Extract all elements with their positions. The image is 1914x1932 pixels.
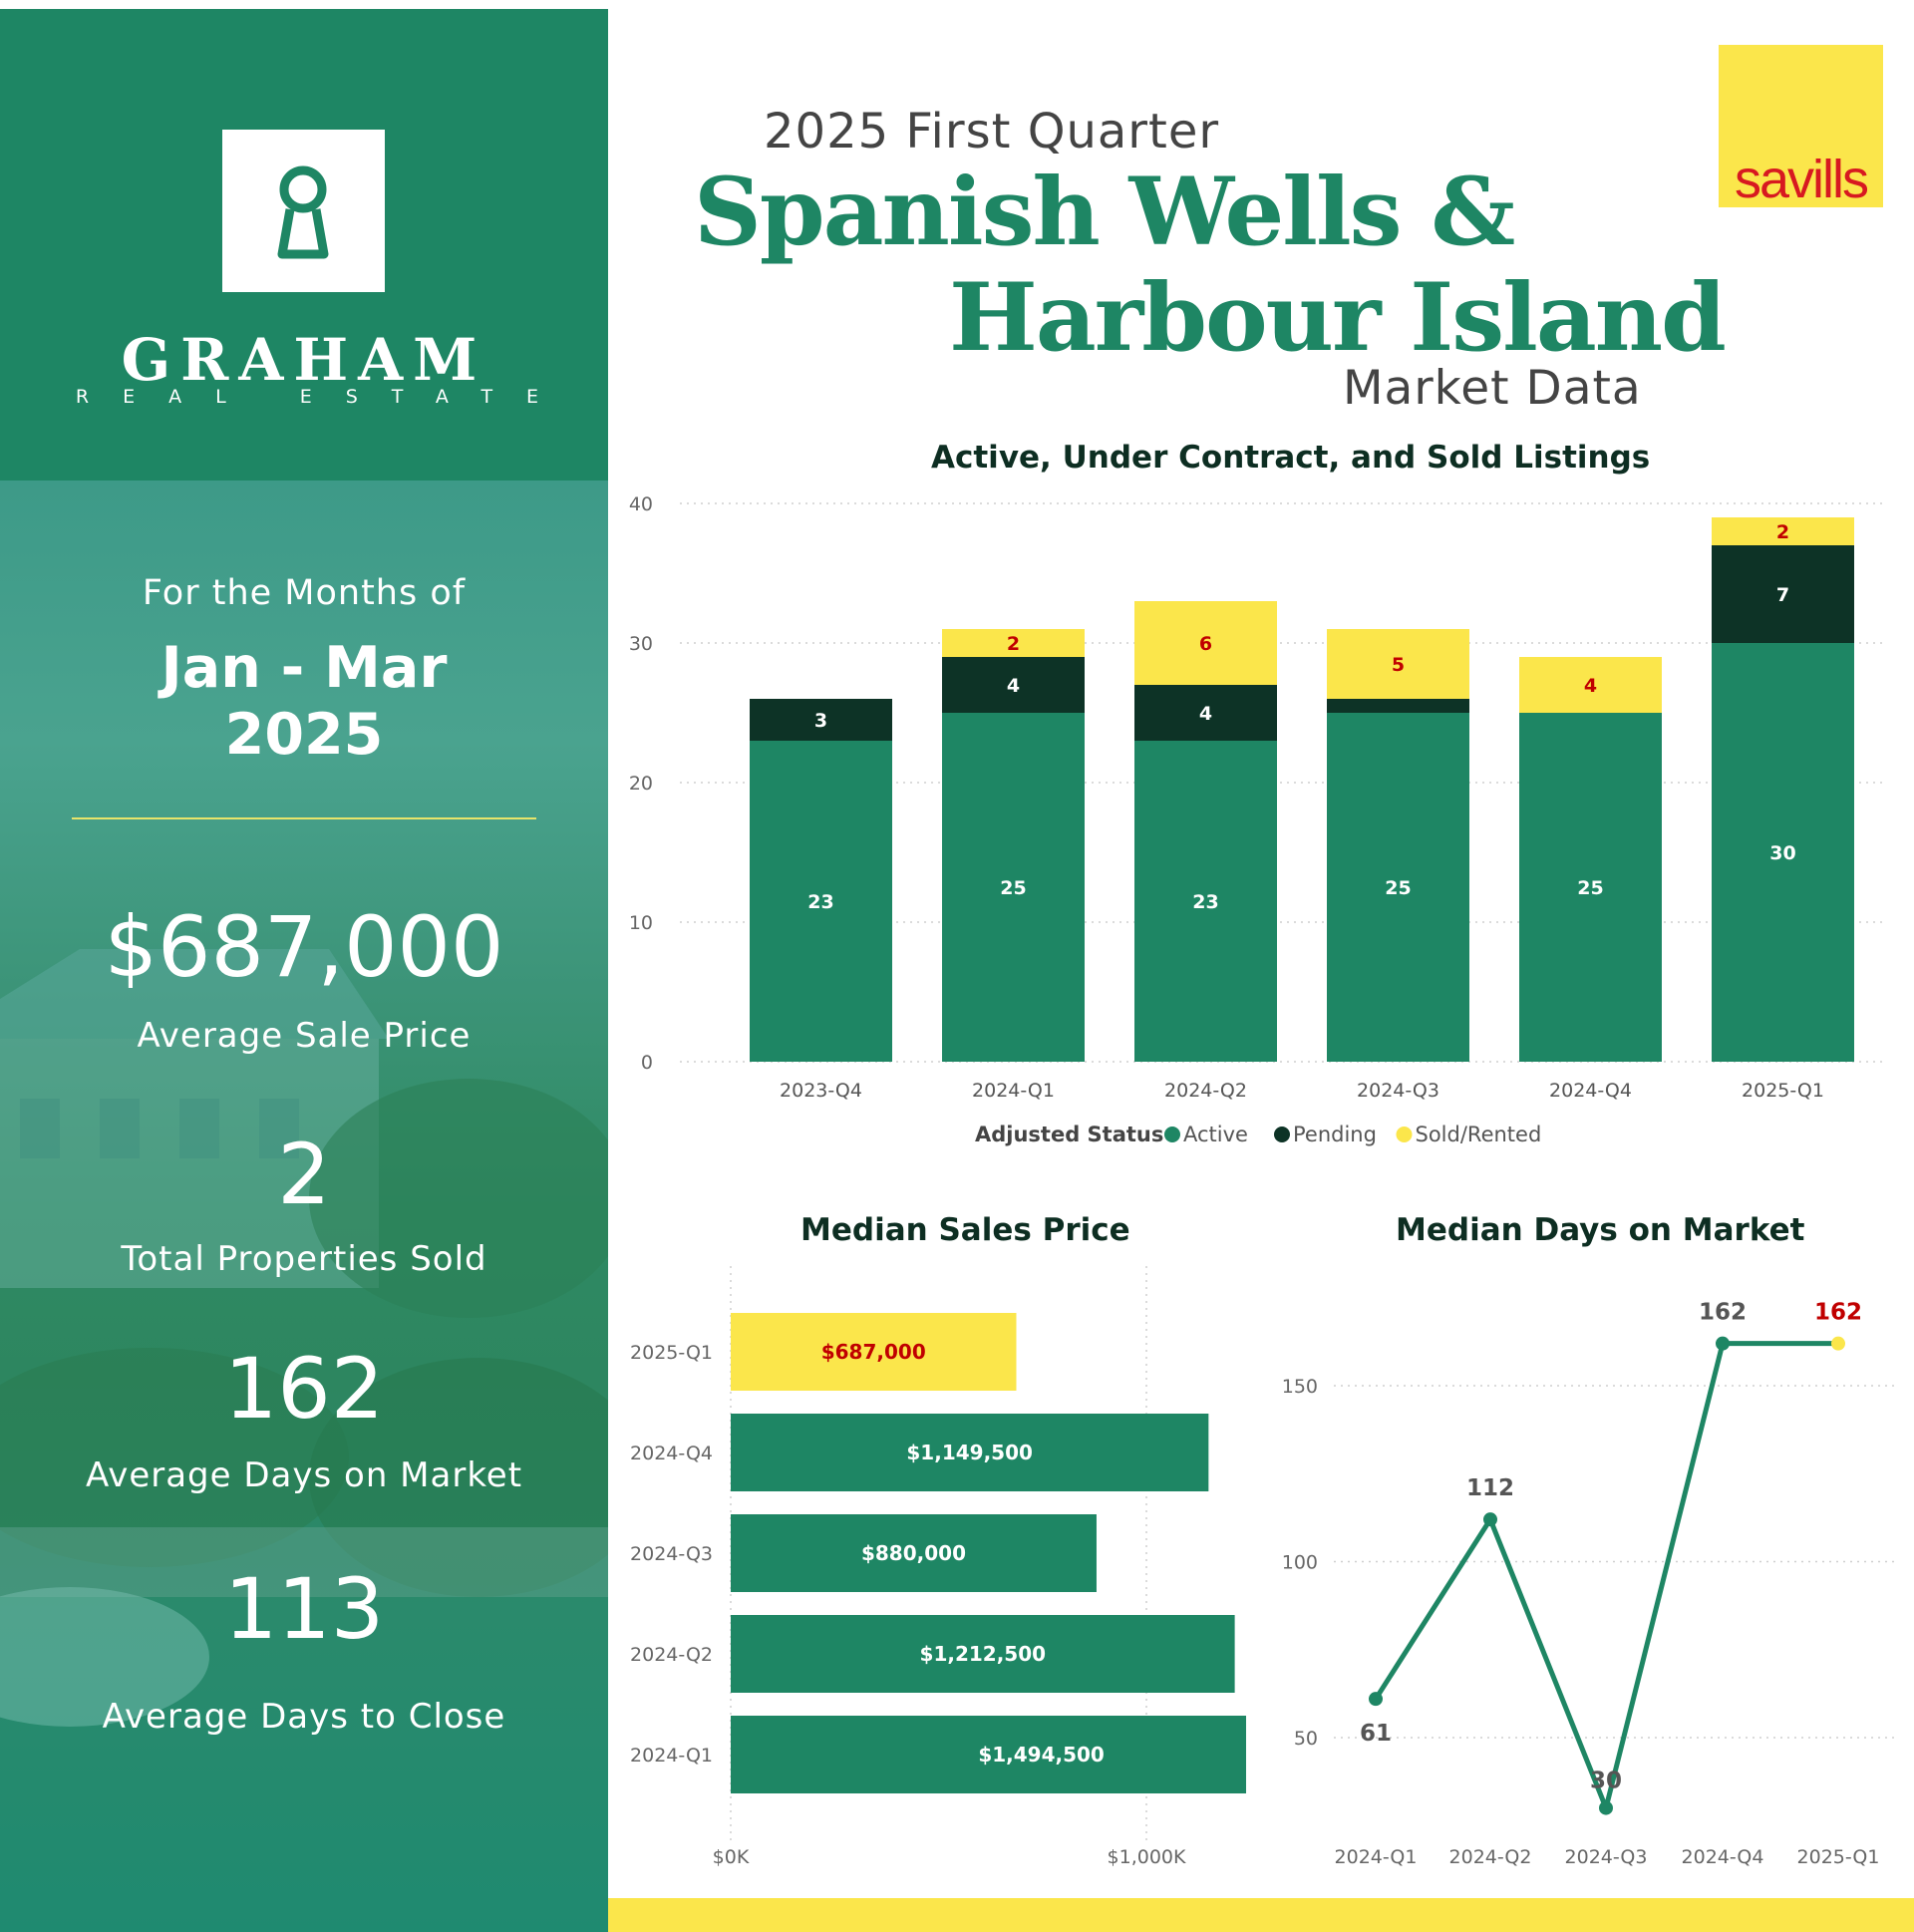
x-tick-label: 2024-Q1	[1334, 1846, 1418, 1868]
stat-label-total-sold: Total Properties Sold	[121, 1239, 487, 1279]
stat-value-avg-dom: 162	[223, 1340, 385, 1438]
data-label: 61	[1359, 1721, 1393, 1748]
data-label: 30	[1769, 842, 1796, 864]
header-pre: 2025 First Quarter	[764, 104, 1220, 160]
stat-label-avg-sale-price: Average Sale Price	[137, 1016, 472, 1056]
y-tick-label: 50	[1293, 1728, 1318, 1750]
data-label: $1,149,500	[906, 1441, 1033, 1464]
data-label: 25	[1000, 877, 1027, 899]
data-label: $1,212,500	[919, 1642, 1047, 1666]
legend-swatch	[1274, 1127, 1290, 1142]
stat-value-avg-close: 113	[223, 1560, 385, 1658]
data-label: 4	[1583, 675, 1598, 697]
left-panel	[0, 9, 608, 1932]
data-label: 5	[1391, 654, 1406, 676]
y-tick-label: 150	[1281, 1376, 1318, 1398]
stat-value-avg-sale-price: $687,000	[104, 898, 504, 996]
savills-logo	[1719, 45, 1883, 207]
divider	[72, 817, 536, 819]
data-point	[1831, 1337, 1845, 1351]
x-tick-label: 2024-Q2	[1164, 1080, 1247, 1102]
y-tick-label: 2024-Q3	[630, 1543, 713, 1565]
data-point	[1599, 1801, 1613, 1815]
y-tick-label: 2024-Q2	[630, 1644, 713, 1666]
data-label: 25	[1577, 877, 1604, 899]
stat-label-avg-dom: Average Days on Market	[85, 1455, 523, 1495]
y-tick-label: 30	[628, 633, 653, 655]
data-label: 2	[1006, 633, 1021, 655]
data-label: 25	[1385, 877, 1412, 899]
data-label: 23	[807, 891, 834, 913]
x-tick-label: 2024-Q2	[1448, 1846, 1532, 1868]
data-label: 4	[1198, 703, 1213, 725]
period-year: 2025	[224, 702, 384, 768]
legend-swatch	[1164, 1127, 1180, 1142]
bottom-accent-bar	[608, 1898, 1914, 1932]
x-tick-label: $0K	[712, 1846, 750, 1868]
legend-item: Active	[1183, 1123, 1248, 1146]
data-label: 3	[813, 710, 828, 732]
keyhole-logo-icon	[222, 130, 385, 292]
x-tick-label: 2024-Q3	[1564, 1846, 1648, 1868]
x-tick-label: 2024-Q4	[1549, 1080, 1632, 1102]
data-label: 162	[1698, 1299, 1748, 1326]
brand-subtitle: REAL ESTATE	[75, 386, 573, 408]
header-title-line2: Harbour Island	[949, 263, 1725, 373]
x-tick-label: 2025-Q1	[1796, 1846, 1880, 1868]
listings-stacked-bar-chart	[608, 479, 1914, 1156]
data-label: 30	[1589, 1768, 1623, 1794]
data-label: 2	[1775, 521, 1790, 543]
legend-title: Adjusted Status	[975, 1123, 1164, 1146]
period-label: For the Months of	[142, 573, 467, 613]
y-tick-label: 100	[1281, 1551, 1318, 1574]
y-tick-label: 2024-Q1	[630, 1745, 713, 1767]
data-label: 6	[1198, 633, 1213, 655]
y-tick-label: 10	[628, 912, 653, 934]
chart2-title: Median Sales Price	[800, 1212, 1130, 1248]
median-dom-line-chart	[1246, 1256, 1914, 1894]
x-tick-label: 2024-Q1	[972, 1080, 1055, 1102]
data-label: $687,000	[820, 1340, 926, 1364]
y-tick-label: 40	[628, 493, 653, 515]
stat-value-total-sold: 2	[277, 1126, 331, 1223]
data-label: 23	[1192, 891, 1219, 913]
legend-item: Pending	[1293, 1123, 1377, 1146]
data-label: $1,494,500	[978, 1743, 1105, 1767]
x-tick-label: 2024-Q4	[1681, 1846, 1764, 1868]
y-tick-label: 20	[628, 773, 653, 795]
data-point	[1369, 1692, 1383, 1706]
x-tick-label: 2025-Q1	[1742, 1080, 1824, 1102]
y-tick-label: 0	[640, 1052, 653, 1074]
x-tick-label: 2024-Q3	[1357, 1080, 1439, 1102]
y-tick-label: 2025-Q1	[630, 1342, 713, 1364]
data-point	[1483, 1512, 1497, 1526]
data-label: 4	[1006, 675, 1021, 697]
chart3-title: Median Days on Market	[1396, 1212, 1805, 1248]
brand-name: GRAHAM	[121, 326, 487, 394]
legend-item: Sold/Rented	[1415, 1123, 1542, 1146]
legend-swatch	[1397, 1127, 1413, 1142]
graham-logo	[222, 130, 385, 292]
x-tick-label: $1,000K	[1107, 1846, 1186, 1868]
chart1-title: Active, Under Contract, and Sold Listings	[931, 440, 1651, 476]
header-title-line1: Spanish Wells &	[694, 158, 1514, 267]
header-sub: Market Data	[1343, 361, 1642, 416]
median-price-bar-chart	[608, 1256, 1246, 1894]
period-range: Jan - Mar	[160, 635, 448, 701]
data-label: 7	[1775, 584, 1790, 606]
savills-wordmark: savills	[1734, 150, 1868, 209]
x-tick-label: 2023-Q4	[780, 1080, 862, 1102]
stat-label-avg-close: Average Days to Close	[102, 1697, 506, 1737]
data-label: 162	[1813, 1299, 1863, 1326]
data-point	[1716, 1337, 1730, 1351]
y-tick-label: 2024-Q4	[630, 1443, 713, 1464]
data-label: 112	[1465, 1475, 1515, 1502]
bar-segment-pending	[1327, 699, 1469, 713]
data-label: $880,000	[860, 1541, 966, 1565]
